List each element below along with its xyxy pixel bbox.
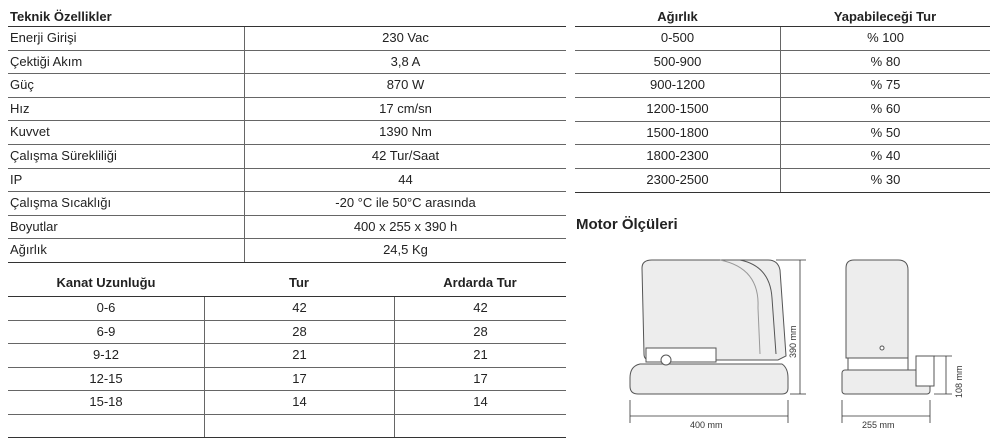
spec-value: -20 °C ile 50°C arasında [335,195,476,211]
motor-front-view [842,260,934,394]
kanat-cell: 14 [394,391,566,414]
kanat-cell: 28 [204,321,394,344]
weight-header-row [575,8,990,27]
spec-value: 44 [398,171,413,187]
kanat-cell: 17 [394,368,566,391]
table-row [575,145,990,169]
weight-header-weight: Ağırlık [657,9,698,24]
specs-row [8,145,566,169]
spec-value: 3,8 A [390,53,421,69]
motor-dimensions-title: Motor Ölçüleri [576,216,678,233]
weight-cell: 1200-1500 [646,101,709,117]
kanat-cell: 6-9 [96,323,116,339]
weight-table [575,8,990,193]
kanat-cell-empty [8,415,204,438]
spec-label: Hız [8,98,245,121]
kanat-cell: 12-15 [89,370,123,386]
table-row [8,321,566,345]
kanat-table [8,270,566,438]
spec-label: IP [8,169,245,192]
kanat-cell: 21 [204,344,394,367]
spec-value: 870 W [386,77,425,93]
table-row [575,98,990,122]
weight-cell: 1500-1800 [646,124,709,140]
spec-label: Boyutlar [8,216,245,239]
kanat-cell: 9-12 [92,347,120,362]
table-row [575,122,990,146]
weight-cell: % 40 [780,145,990,168]
dim-height-label: 390 mm [788,325,798,358]
kanat-cell: 42 [394,297,566,320]
specs-row [8,169,566,193]
motor-drawing [600,238,980,443]
dim-depth-label: 255 mm [862,420,895,430]
weight-cell: % 30 [780,169,990,192]
table-row [575,74,990,98]
motor-side-view [630,260,788,394]
dim-width-label: 400 mm [690,420,723,430]
kanat-header-row [8,270,566,297]
spec-value: 42 Tur/Saat [371,147,440,163]
weight-cell: % 80 [780,51,990,74]
kanat-cell: 15-18 [89,394,123,409]
specs-row [8,192,566,216]
table-row [8,391,566,415]
weight-cell: 900-1200 [650,77,705,93]
kanat-cell: 14 [204,391,394,414]
spec-value: 400 x 255 x 390 h [353,218,458,234]
specs-row [8,98,566,122]
kanat-header-tur: Tur [289,275,309,290]
weight-cell: % 60 [780,98,990,121]
kanat-header-length: Kanat Uzunluğu [56,275,156,290]
kanat-cell: 17 [204,368,394,391]
spec-label: Çektiği Akım [8,51,245,74]
specs-row [8,216,566,240]
specs-row [8,27,566,51]
table-row [8,344,566,368]
specs-table [8,8,566,263]
spec-label: Kuvvet [8,121,245,144]
spec-value: 230 Vac [382,30,429,45]
weight-header-cycles: Yapabileceği Tur [833,9,937,24]
kanat-header-ardarda: Ardarda Tur [443,275,517,290]
table-row [575,51,990,75]
kanat-cell: 28 [394,321,566,344]
weight-cell: 500-900 [653,53,702,69]
spec-label: Güç [8,74,245,97]
weight-cell: 1800-2300 [646,148,709,164]
spec-label: Enerji Girişi [8,27,245,50]
specs-title: Teknik Özellikler [8,8,566,27]
table-row [8,297,566,321]
weight-cell: 0-500 [660,30,695,45]
weight-cell: % 100 [780,27,990,50]
weight-cell: % 75 [780,74,990,97]
kanat-cell: 21 [394,344,566,367]
kanat-cell: 0-6 [96,300,116,315]
spec-value: 24,5 Kg [383,242,428,258]
kanat-cell-empty [394,415,566,438]
table-row [8,368,566,392]
spec-label: Ağırlık [8,239,245,262]
specs-row [8,121,566,145]
specs-row [8,239,566,263]
spec-value: 17 cm/sn [379,100,432,116]
spec-label: Çalışma Sürekliliği [8,145,245,168]
spec-label: Çalışma Sıcaklığı [8,192,245,215]
kanat-cell-empty [204,415,394,438]
spec-value: 1390 Nm [379,124,432,140]
dim-base-label: 108 mm [954,365,964,398]
table-row-empty [8,415,566,439]
weight-cell: % 50 [780,122,990,145]
specs-row [8,51,566,75]
table-row [575,169,990,193]
weight-cell: 2300-2500 [646,172,709,188]
specs-row [8,74,566,98]
table-row [575,27,990,51]
kanat-cell: 42 [204,297,394,320]
